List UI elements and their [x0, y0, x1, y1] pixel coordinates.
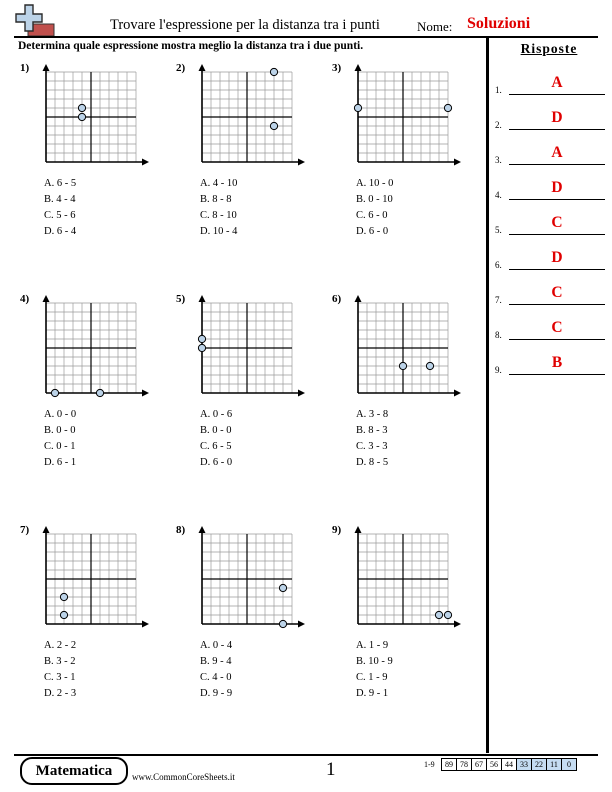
answer-value: A: [551, 144, 563, 161]
footer-divider: [14, 754, 598, 756]
choice-option: A. 10 - 0: [356, 178, 394, 189]
problem-6: [332, 293, 462, 493]
plotted-point: [270, 122, 277, 129]
score-range-label: 1-9: [424, 760, 435, 769]
answer-row: [495, 320, 605, 342]
choice-list: [356, 176, 393, 240]
choice-option: B. 0 - 10: [356, 194, 393, 205]
answers-title: Risposte: [520, 41, 578, 56]
answer-line: [509, 374, 605, 375]
choice-option: A. 3 - 8: [356, 409, 389, 420]
answer-value: D: [551, 249, 563, 266]
choice-option: D. 6 - 0: [356, 226, 389, 237]
choice-option: C. 1 - 9: [356, 672, 388, 683]
coordinate-grid: [39, 295, 159, 400]
coordinate-grid: [195, 64, 315, 169]
score-cell: 89: [442, 759, 457, 771]
choice-option: A. 0 - 0: [44, 409, 77, 420]
choice-option: B. 0 - 0: [200, 425, 232, 436]
answer-number: 9.: [495, 365, 502, 375]
header-divider: [14, 36, 598, 38]
choice-option: B. 4 - 4: [44, 194, 76, 205]
answer-number: 6.: [495, 260, 502, 270]
answer-row: [495, 250, 605, 272]
plotted-point: [270, 68, 277, 75]
coordinate-grid: [39, 526, 159, 631]
answer-line: [509, 234, 605, 235]
plotted-point: [354, 104, 361, 111]
choice-option: D. 8 - 5: [356, 457, 389, 468]
score-cell: 67: [472, 759, 487, 771]
answer-row: [495, 355, 605, 377]
problem-5: [176, 293, 306, 493]
answer-number: 3.: [495, 155, 502, 165]
coordinate-grid: [351, 295, 471, 400]
plotted-point: [279, 620, 286, 627]
problem-number: 3): [332, 62, 342, 74]
instructions: Determina quale espressione mostra meglio la distanza tra i due punti.: [18, 40, 364, 52]
answer-value: C: [551, 319, 563, 336]
answer-line: [509, 304, 605, 305]
problem-9: [332, 524, 462, 724]
problem-number: 7): [20, 524, 30, 536]
choice-list: [44, 638, 76, 702]
choice-option: D. 9 - 1: [356, 688, 389, 699]
plotted-point: [444, 611, 451, 618]
problem-number: 5): [176, 293, 186, 305]
choice-option: B. 10 - 9: [356, 656, 393, 667]
choice-list: [200, 407, 232, 471]
answer-number: 5.: [495, 225, 502, 235]
score-cell: 0: [562, 759, 577, 771]
answer-row: [495, 75, 605, 97]
choice-option: D. 2 - 3: [44, 688, 77, 699]
choice-list: [200, 638, 232, 702]
answer-line: [509, 199, 605, 200]
problem-number: 2): [176, 62, 186, 74]
choice-option: A. 2 - 2: [44, 640, 77, 651]
answer-value: D: [551, 179, 563, 196]
choice-list: [200, 176, 237, 240]
plotted-point: [51, 389, 58, 396]
score-cell: 56: [487, 759, 502, 771]
score-cell: 44: [502, 759, 517, 771]
name-value: Soluzioni: [467, 15, 531, 32]
answer-row: [495, 215, 605, 237]
choice-option: B. 3 - 2: [44, 656, 76, 667]
plotted-point: [60, 593, 67, 600]
score-row: [442, 759, 577, 771]
answer-line: [509, 129, 605, 130]
choice-option: D. 6 - 0: [200, 457, 233, 468]
problem-4: [20, 293, 150, 493]
coordinate-grid: [351, 526, 471, 631]
choice-list: [44, 407, 76, 471]
coordinate-grid: [195, 295, 315, 400]
choice-list: [356, 407, 388, 471]
answer-number: 7.: [495, 295, 502, 305]
coordinate-grid: [39, 64, 159, 169]
name-label: Nome:: [417, 19, 453, 34]
coordinate-grid: [351, 64, 471, 169]
choice-option: D. 6 - 1: [44, 457, 77, 468]
choice-option: C. 6 - 5: [200, 441, 232, 452]
score-table: [441, 758, 577, 771]
problem-number: 8): [176, 524, 186, 536]
plotted-point: [426, 362, 433, 369]
answer-number: 1.: [495, 85, 502, 95]
plotted-point: [444, 104, 451, 111]
choice-option: D. 9 - 9: [200, 688, 233, 699]
choice-option: B. 0 - 0: [44, 425, 76, 436]
choice-option: B. 8 - 3: [356, 425, 388, 436]
page-number: 1: [326, 759, 336, 780]
brand-badge: Matematica: [20, 757, 128, 785]
choice-option: D. 6 - 4: [44, 226, 77, 237]
plotted-point: [60, 611, 67, 618]
answer-column-divider: [486, 37, 489, 753]
answer-value: A: [551, 74, 563, 91]
plotted-point: [198, 344, 205, 351]
problem-8: [176, 524, 306, 724]
worksheet-title: Trovare l'espressione per la distanza tra i punti: [110, 17, 380, 33]
answer-value: B: [551, 354, 563, 371]
answer-value: C: [551, 284, 563, 301]
answer-row: [495, 110, 605, 132]
answer-line: [509, 94, 605, 95]
score-cell: 22: [532, 759, 547, 771]
choice-option: C. 3 - 3: [356, 441, 388, 452]
choice-option: A. 4 - 10: [200, 178, 238, 189]
choice-option: C. 0 - 1: [44, 441, 76, 452]
score-cell: 78: [457, 759, 472, 771]
answer-line: [509, 164, 605, 165]
plotted-point: [435, 611, 442, 618]
choice-option: B. 9 - 4: [200, 656, 232, 667]
score-cell: 33: [517, 759, 532, 771]
choice-option: D. 10 - 4: [200, 226, 238, 237]
problem-number: 9): [332, 524, 342, 536]
choice-option: C. 4 - 0: [200, 672, 232, 683]
answer-number: 4.: [495, 190, 502, 200]
problem-number: 6): [332, 293, 342, 305]
choice-option: A. 1 - 9: [356, 640, 389, 651]
plotted-point: [399, 362, 406, 369]
answer-line: [509, 269, 605, 270]
plotted-point: [279, 584, 286, 591]
problem-3: [332, 62, 462, 262]
problem-number: 4): [20, 293, 30, 305]
answer-number: 2.: [495, 120, 502, 130]
answer-value: C: [551, 214, 563, 231]
problem-7: [20, 524, 150, 724]
choice-option: C. 5 - 6: [44, 210, 76, 221]
choice-option: C. 3 - 1: [44, 672, 76, 683]
answer-number: 8.: [495, 330, 502, 340]
answer-value: D: [551, 109, 563, 126]
plotted-point: [96, 389, 103, 396]
answer-row: [495, 180, 605, 202]
choice-option: A. 0 - 6: [200, 409, 233, 420]
problem-2: [176, 62, 306, 262]
answer-row: [495, 145, 605, 167]
plus-logo-icon: [14, 4, 56, 38]
coordinate-grid: [195, 526, 315, 631]
choice-list: [356, 638, 393, 702]
choice-option: A. 6 - 5: [44, 178, 77, 189]
answer-line: [509, 339, 605, 340]
problem-1: [20, 62, 150, 262]
choice-option: C. 6 - 0: [356, 210, 388, 221]
choice-option: B. 8 - 8: [200, 194, 232, 205]
choice-option: C. 8 - 10: [200, 210, 237, 221]
plotted-point: [198, 335, 205, 342]
plotted-point: [78, 104, 85, 111]
problem-number: 1): [20, 62, 30, 74]
plotted-point: [78, 113, 85, 120]
choice-option: A. 0 - 4: [200, 640, 233, 651]
score-cell: 11: [547, 759, 562, 771]
answer-row: [495, 285, 605, 307]
website-text: www.CommonCoreSheets.it: [132, 772, 235, 782]
choice-list: [44, 176, 76, 240]
